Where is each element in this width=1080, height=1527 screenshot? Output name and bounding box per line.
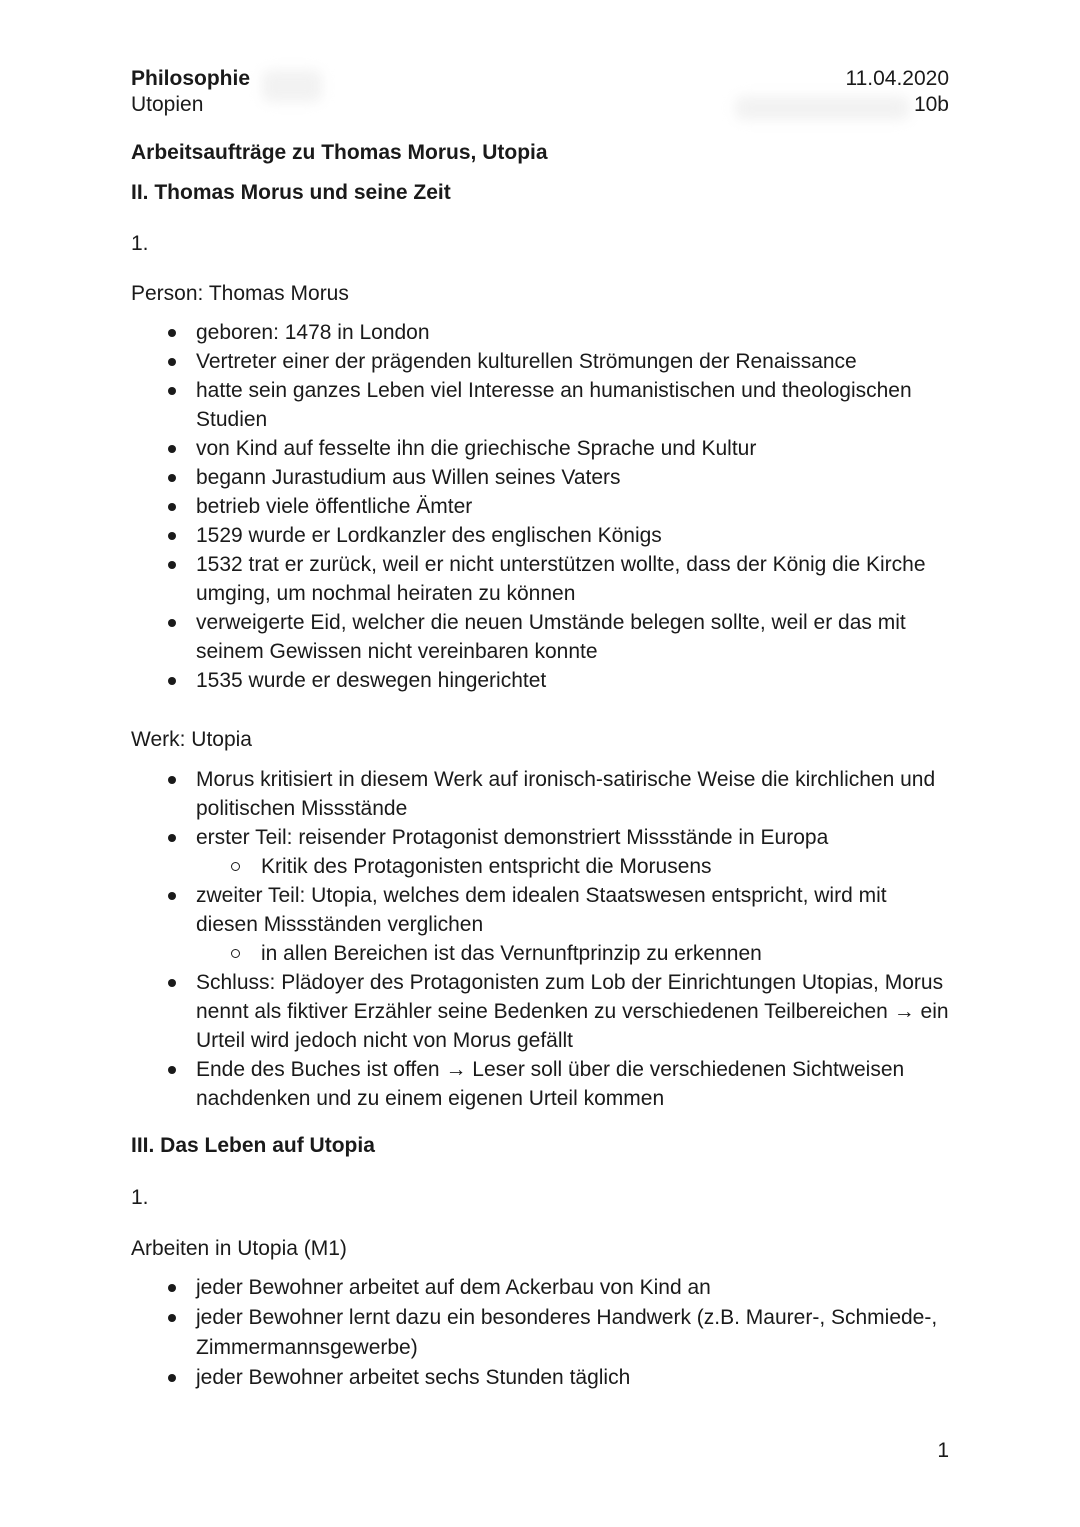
section-3-heading: III. Das Leben auf Utopia bbox=[131, 1134, 375, 1157]
arbeiten-label: Arbeiten in Utopia (M1) bbox=[131, 1237, 347, 1260]
list-item bbox=[131, 1055, 951, 1113]
list-item: verweigerte Eid, welcher die neuen Umstände belegen sollte, weil er das mit seinem Gewissen nicht vereinbaren konnte bbox=[131, 608, 951, 666]
page-number: 1 bbox=[937, 1439, 949, 1462]
list-item bbox=[131, 968, 951, 1055]
list-item bbox=[131, 823, 951, 881]
list-item: 1532 trat er zurück, weil er nicht unterstützen wollte, dass der König die Kirche umging, um nochmal heiraten zu können bbox=[131, 550, 951, 608]
list-item: von Kind auf fesselte ihn die griechische Sprache und Kultur bbox=[131, 434, 951, 463]
list-item: jeder Bewohner arbeitet auf dem Ackerbau von Kind an bbox=[131, 1273, 951, 1303]
person-list bbox=[131, 318, 951, 695]
list-item-text: erster Teil: reisender Protagonist demonstriert Missstände in Europa bbox=[196, 826, 829, 849]
header-left bbox=[131, 66, 250, 118]
list-item: begann Jurastudium aus Willen seines Vaters bbox=[131, 463, 951, 492]
sub-list bbox=[196, 852, 951, 881]
list-item-text: Ende des Buches ist offen → Leser soll über die verschiedenen Sichtweisen nachdenken und zu einem eigenen Urteil kommen bbox=[196, 1058, 905, 1110]
list-item: hatte sein ganzes Leben viel Interesse an humanistischen und theologischen Studien bbox=[131, 376, 951, 434]
date-text: 11.04.2020 bbox=[845, 67, 949, 90]
list-item bbox=[131, 881, 951, 968]
list-item: 1529 wurde er Lordkanzler des englischen Königs bbox=[131, 521, 951, 550]
list-item-text: Schluss: Plädoyer des Protagonisten zum Lob der Einrichtungen Utopias, Morus nennt als fiktiver Erzähler seine Bedenken zu verschiedenen Teilbereichen → ein Urteil wird jedoch nicht von Morus gefällt bbox=[196, 971, 949, 1052]
document-title: Arbeitsaufträge zu Thomas Morus, Utopia bbox=[131, 141, 548, 164]
section-2-heading: II. Thomas Morus und seine Zeit bbox=[131, 181, 451, 204]
arbeiten-list bbox=[131, 1273, 951, 1393]
werk-label: Werk: Utopia bbox=[131, 728, 252, 751]
sub-list bbox=[196, 939, 951, 968]
list-item: jeder Bewohner lernt dazu ein besonderes Handwerk (z.B. Maurer-, Schmiede-, Zimmermannsgewerbe) bbox=[131, 1303, 951, 1363]
class-text: 10b bbox=[913, 93, 949, 116]
sub-list-item: in allen Bereichen ist das Vernunftprinzip zu erkennen bbox=[196, 939, 951, 968]
sub-list-item: Kritik des Protagonisten entspricht die Morusens bbox=[196, 852, 951, 881]
list-item: 1535 wurde er deswegen hingerichtet bbox=[131, 666, 951, 695]
list-item: jeder Bewohner arbeitet sechs Stunden täglich bbox=[131, 1363, 951, 1393]
list-item: geboren: 1478 in London bbox=[131, 318, 951, 347]
list-item-text: Morus kritisiert in diesem Werk auf ironisch-satirische Weise die kirchlichen und politischen Missstände bbox=[196, 768, 936, 820]
list-item: Vertreter einer der prägenden kulturellen Strömungen der Renaissance bbox=[131, 347, 951, 376]
section-2-number: 1. bbox=[131, 232, 149, 255]
werk-list bbox=[131, 765, 951, 1113]
person-label: Person: Thomas Morus bbox=[131, 282, 349, 305]
list-item bbox=[131, 765, 951, 823]
list-item-text: zweiter Teil: Utopia, welches dem idealen Staatswesen entspricht, wird mit diesen Missständen verglichen bbox=[196, 884, 887, 936]
topic-subtitle: Utopien bbox=[131, 93, 204, 116]
section-3-number: 1. bbox=[131, 1186, 149, 1209]
subject-title: Philosophie bbox=[131, 67, 251, 90]
header-right bbox=[845, 66, 949, 118]
redacted-name-blur bbox=[262, 70, 322, 102]
list-item: betrieb viele öffentliche Ämter bbox=[131, 492, 951, 521]
